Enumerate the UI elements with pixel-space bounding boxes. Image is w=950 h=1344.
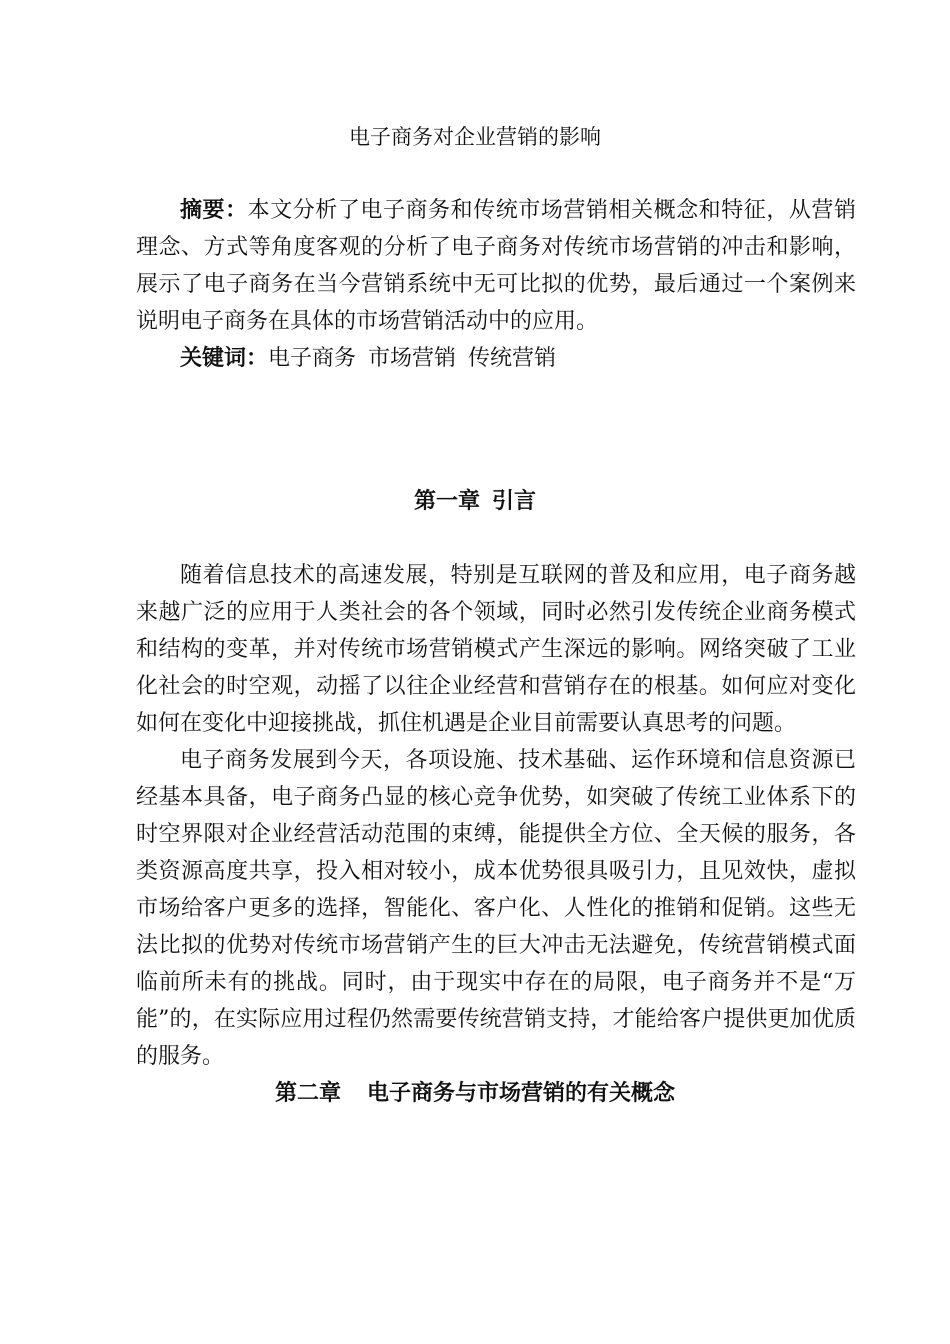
chapter-1-paragraph-2: 电子商务发展到今天，各项设施、技术基础、运作环境和信息资源已经基本具备，电子商务凸显的核心竞争优势，如突破了传统工业体系下的时空界限对企业经营活动范围的束缚，能提供全方位、全天候的服务，各类资源高度共享，投入相对较小，成本优势很具吸引力，且见效快，虚拟市场给客户更多的选择，智能化、客户化、人性化的推销和促销。这些无法比拟的优势对传统市场营销产生的巨大冲击无法避免，传统营销模式面临前所未有的挑战。同时，由于现实中存在的局限，电子商务并不是“万能”的，在实际应用过程仍然需要传统营销支持，才能给客户提供更加优质的服务。 bbox=[136, 748, 856, 1069]
keyword-item: 市场营销 bbox=[368, 346, 457, 371]
abstract-label: 摘要： bbox=[180, 198, 248, 223]
chapter-1-number: 第一章 bbox=[413, 489, 480, 514]
keyword-item: 电子商务 bbox=[268, 346, 357, 371]
abstract-text: 本文分析了电子商务和传统市场营销相关概念和特征，从营销理念、方式等角度客观的分析了电子商务对传统市场营销的冲击和影响，展示了电子商务在当今营销系统中无可比拟的优势，最后通过一个案例来说明电子商务在具体的市场营销活动中的应用。 bbox=[136, 198, 856, 334]
keyword-item: 传统营销 bbox=[468, 346, 557, 371]
keywords-label: 关键词： bbox=[180, 346, 269, 371]
abstract-paragraph bbox=[136, 192, 856, 340]
chapter-2-number: 第二章 bbox=[274, 1081, 341, 1106]
chapter-1-paragraph-1: 随着信息技术的高速发展，特别是互联网的普及和应用，电子商务越来越广泛的应用于人类社会的各个领域，同时必然引发传统企业商务模式和结构的变革，并对传统市场营销模式产生深远的影响。网络突破了工业化社会的时空观，动摇了以往企业经营和营销存在的根基。如何应对变化如何在变化中迎接挑战，抓住机遇是企业目前需要认真思考的问题。 bbox=[136, 563, 856, 736]
keywords-line bbox=[180, 340, 568, 377]
chapter-2-title: 电子商务与市场营销的有关概念 bbox=[367, 1081, 676, 1106]
chapter-1-heading bbox=[0, 486, 950, 518]
document-title: 电子商务对企业营销的影响 bbox=[349, 125, 601, 149]
chapter-1-title: 引言 bbox=[492, 489, 537, 514]
chapter-2-heading bbox=[0, 1078, 950, 1110]
